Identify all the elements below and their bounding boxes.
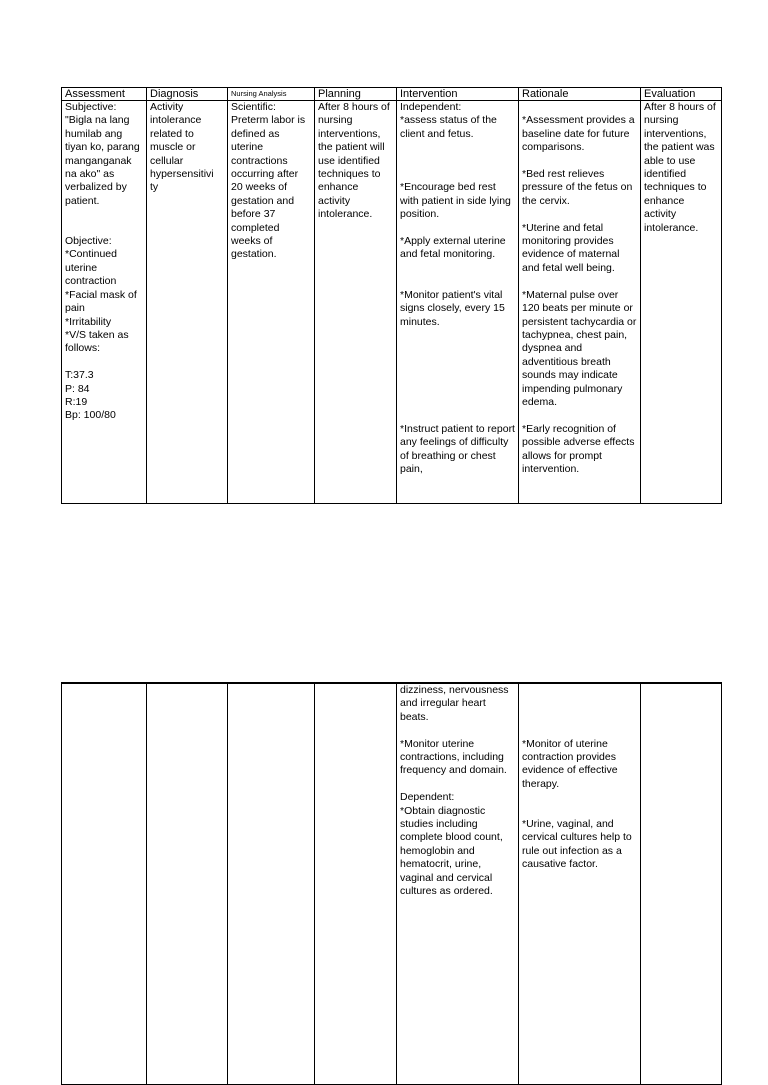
header-assessment: Assessment [62,88,147,101]
header-intervention: Intervention [397,88,519,101]
assessment-cell: Subjective: "Bigla na lang humilab ang tiyan ko, parang manganganak na ako" as verbalized by patient. Objective: *Continued uterine contraction *Facial mask of pain *Irritability *V/S taken as follows: T:37.3 P: 84 R:19 Bp: 100/80 [62,101,147,504]
header-rationale: Rationale [519,88,641,101]
intervention-cell: Independent: *assess status of the client and fetus. *Encourage bed rest with patient in side lying position. *Apply external uterine and fetal monitoring. *Monitor patient's vital signs closely, every 15 minutes. *Instruct patient to report any feelings of difficulty of breathing or chest pain, [397,101,519,504]
planning-cell-continued [315,683,397,1085]
header-diagnosis: Diagnosis [147,88,228,101]
header-row [62,88,722,101]
table-row [62,101,722,504]
rationale-cell-continued: *Monitor of uterine contraction provides evidence of effective therapy. *Urine, vaginal, and cervical cultures help to rule out infection as a causative factor. [519,683,641,1085]
header-nursing-analysis: Nursing Analysis [228,88,315,101]
diagnosis-cell-continued [147,683,228,1085]
nursing-analysis-cell-continued [228,683,315,1085]
assessment-cell-continued [62,683,147,1085]
rationale-cell: *Assessment provides a baseline date for future comparisons. *Bed rest relieves pressure of the fetus on the cervix. *Uterine and fetal monitoring provides evidence of maternal and fetal well being. *Maternal pulse over 120 beats per minute or persistent tachycardia or tachypnea, chest pain, dyspnea and adventitious breath sounds may indicate impending pulmonary edema. *Early recognition of possible adverse effects allows for prompt intervention. [519,101,641,504]
evaluation-cell: After 8 hours of nursing interventions, the patient was able to use identified techniques to enhance activity intolerance. [641,101,722,504]
nursing-care-plan-table-page1 [61,87,722,504]
intervention-cell-continued: dizziness, nervousness and irregular heart beats. *Monitor uterine contractions, including frequency and domain. Dependent: *Obtain diagnostic studies including complete blood count, hemoglobin and hematocrit, urine, vaginal and cervical cultures as ordered. [397,683,519,1085]
nursing-care-plan-table-page2 [61,682,722,1085]
table-row [62,683,722,1085]
planning-cell: After 8 hours of nursing interventions, the patient will use identified techniques to enhance activity intolerance. [315,101,397,504]
diagnosis-cell: Activity intolerance related to muscle or cellular hypersensitivi ty [147,101,228,504]
nursing-analysis-cell: Scientific: Preterm labor is defined as uterine contractions occurring after 20 weeks of gestation and before 37 completed weeks of gestation. [228,101,315,504]
header-planning: Planning [315,88,397,101]
evaluation-cell-continued [641,683,722,1085]
header-evaluation: Evaluation [641,88,722,101]
